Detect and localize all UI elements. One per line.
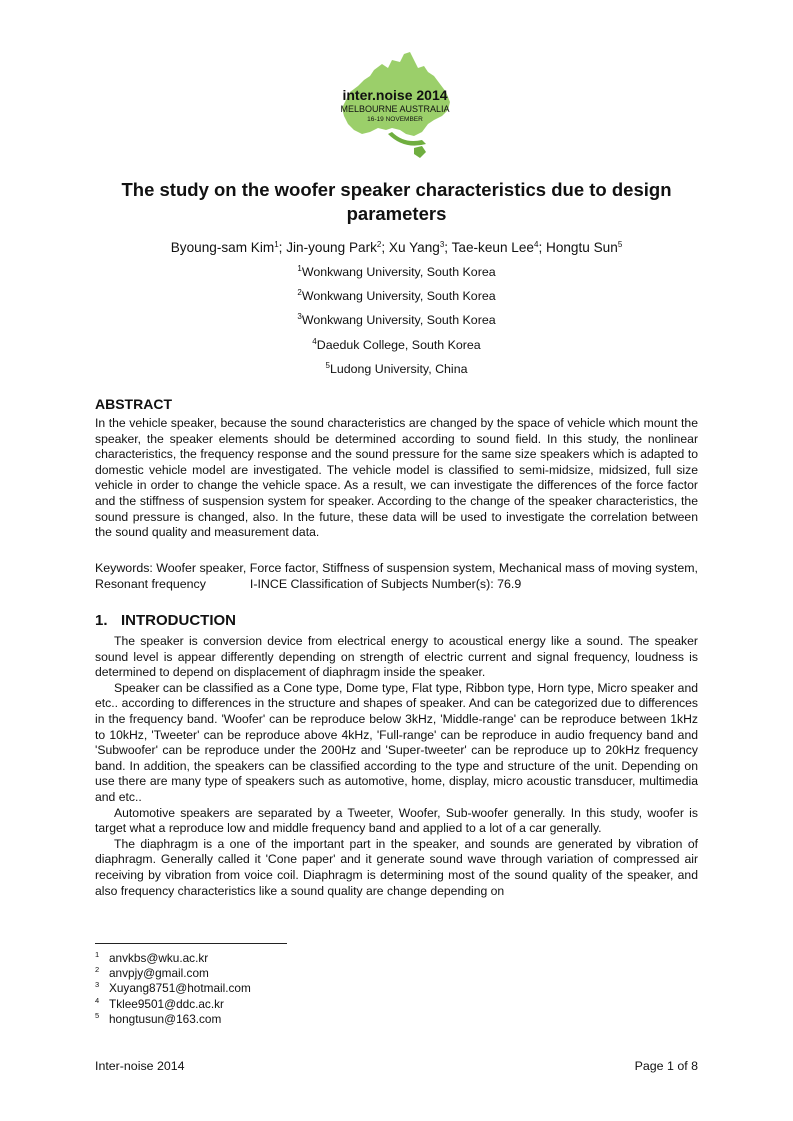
intro-heading <box>95 612 236 629</box>
paper-title: The study on the woofer speaker characteristics due to design parameters <box>121 179 672 224</box>
author-mark: 4 <box>533 240 539 249</box>
conference-logo <box>330 50 460 162</box>
footnote-email: anvkbs@wku.ac.kr <box>109 951 209 965</box>
affiliation <box>95 337 698 361</box>
section-number: 1. <box>95 612 108 629</box>
abstract-heading: ABSTRACT <box>95 396 172 412</box>
footnote: $^5$ hongtusun@163.com <box>95 1010 222 1026</box>
classification-text: I-INCE Classification of Subjects Number(s): 76.9 <box>249 576 522 591</box>
affiliation-mark: 3 <box>297 312 302 322</box>
author-name: Xu Yang <box>388 240 440 255</box>
footnote: $^2$ anvpjy@gmail.com <box>95 965 209 981</box>
author-mark: 1 <box>274 240 279 249</box>
footer-conference: Inter-noise 2014 <box>95 1059 185 1073</box>
affiliation <box>95 361 698 385</box>
section-title: INTRODUCTION <box>121 612 236 629</box>
footnote: $^4$ Tklee9501@ddc.ac.kr <box>95 995 224 1011</box>
footnote-email: Xuyang8751@hotmail.com <box>109 981 251 996</box>
intro-paragraph-4: The diaphragm is a one of the important part in the speaker, and sounds are generated by vibration of diaphragm. Generally called it 'Cone paper' and it generate sound wave through variation of compressed air receiving by vibration from voice coil. Diaphragm is determining most of the sound quality of the speaker, and also frequency characteristics like a sound quality are change depending on <box>95 836 698 898</box>
author-name: Tae-keun Lee <box>451 240 534 255</box>
author-separator: ; <box>444 240 452 255</box>
affiliation-text: Ludong University, China <box>329 361 468 376</box>
footnote-email: anvpjy@gmail.com <box>109 966 209 981</box>
affiliation <box>95 288 698 312</box>
author-separator: ; <box>381 240 389 255</box>
footer-page-number: Page 1 of 8 <box>634 1059 698 1073</box>
affiliation-mark: 2 <box>297 288 302 298</box>
affiliation-mark: 1 <box>297 264 302 273</box>
australia-map-logo <box>330 50 460 162</box>
affiliation-text: Wonkwang University, South Korea <box>301 313 496 328</box>
affiliation-text: Daeduk College, South Korea <box>316 337 481 352</box>
author-mark: 5 <box>617 240 623 249</box>
footnote: $^1$ anvkbs@wku.ac.kr <box>95 950 209 965</box>
keywords-block <box>95 561 698 592</box>
author-mark: 2 <box>376 240 382 249</box>
footnote-email: hongtusun@163.com <box>109 1011 222 1026</box>
footnote: $^3$ Xuyang8751@hotmail.com <box>95 980 251 996</box>
logo-line-3: 16-19 NOVEMBER <box>367 116 423 123</box>
tasmania-shape <box>414 146 426 158</box>
author-separator: ; <box>278 240 287 255</box>
author-separator: ; <box>538 240 546 255</box>
intro-paragraph-2: Speaker can be classified as a Cone type, Dome type, Flat type, Ribbon type, Horn type, Micro speaker and etc.. according to differences in the structure and shapes of speaker. And can be categorized due to differences in the frequency band. 'Woofer' can be reproduce below 3kHz, 'Middle-range' can be reproduce between 1kHz to 10kHz, 'Tweeter' can be reproduce above 4kHz, 'Full-range' can be reproduce in audio frequency band and 'Subwoofer' can be reproduce under the 200Hz and 'Super-tweeter' can be reproduce up to 20kHz frequency band. In addition, the speakers can be classified according to the type and structure of the unit. Depending on use there are many type of speakers such as automotive, home, display, micro acoustic transducer, multimedia and etc.. <box>95 680 698 804</box>
author-list <box>95 239 698 257</box>
footnote-divider <box>95 943 287 944</box>
affiliation-mark: 5 <box>325 360 330 370</box>
affiliation-mark: 4 <box>312 336 317 346</box>
intro-paragraph-1: The speaker is conversion device from electrical energy to acoustical energy like a sound. The speaker sound level is appear differently depending on strength of electric current and signal frequency, loudness is determined to depend on displacement of diaphragm inside the speaker. <box>95 634 698 680</box>
author-mark: 3 <box>439 240 445 249</box>
affiliation <box>95 312 698 336</box>
affiliation-text: Wonkwang University, South Korea <box>301 289 496 304</box>
affiliation <box>95 264 698 288</box>
intro-paragraph-3: Automotive speakers are separated by a Tweeter, Woofer, Sub-woofer generally. In this study, woofer is target what a reproduce low and middle frequency band and applied to a lot of a car generally. <box>95 805 698 836</box>
affiliation-list <box>95 264 698 385</box>
footnote-list <box>95 951 251 1027</box>
abstract-text: In the vehicle speaker, because the sound characteristics are changed by the space of vehicle which mount the speaker, the speaker elements should be determined according to sound field. In this study, the nonlinear characteristics, the frequency response and the sound pressure for the same size speakers which is adapted to domestic vehicle model are investigated. The vehicle model is classified to semi-midsize, midsized, full size vehicle in order to change the vehicle space. As a result, we can investigate the differences of the force factor and the stiffness of suspension system for speaker. According to the change of the speaker characteristics, the sound pressure is changed, also. In the future, these data will be used to investigate the correlation between the sound quality and measurement data. <box>95 416 698 540</box>
keywords-text: Keywords: Woofer speaker, Force factor, Stiffness of suspension system, Mechanical mass of moving system, Resonant frequency <box>95 561 698 591</box>
footnote-email: Tklee9501@ddc.ac.kr <box>109 996 224 1011</box>
logo-line-2: MELBOURNE AUSTRALIA <box>340 104 450 114</box>
author-name: Hongtu Sun <box>546 240 618 255</box>
author-name: Byoung-sam Kim <box>170 240 275 255</box>
affiliation-text: Wonkwang University, South Korea <box>301 265 496 279</box>
intro-body <box>95 634 698 899</box>
logo-line-1: inter.noise 2014 <box>342 87 448 103</box>
author-name: Jin-young Park <box>286 240 377 255</box>
